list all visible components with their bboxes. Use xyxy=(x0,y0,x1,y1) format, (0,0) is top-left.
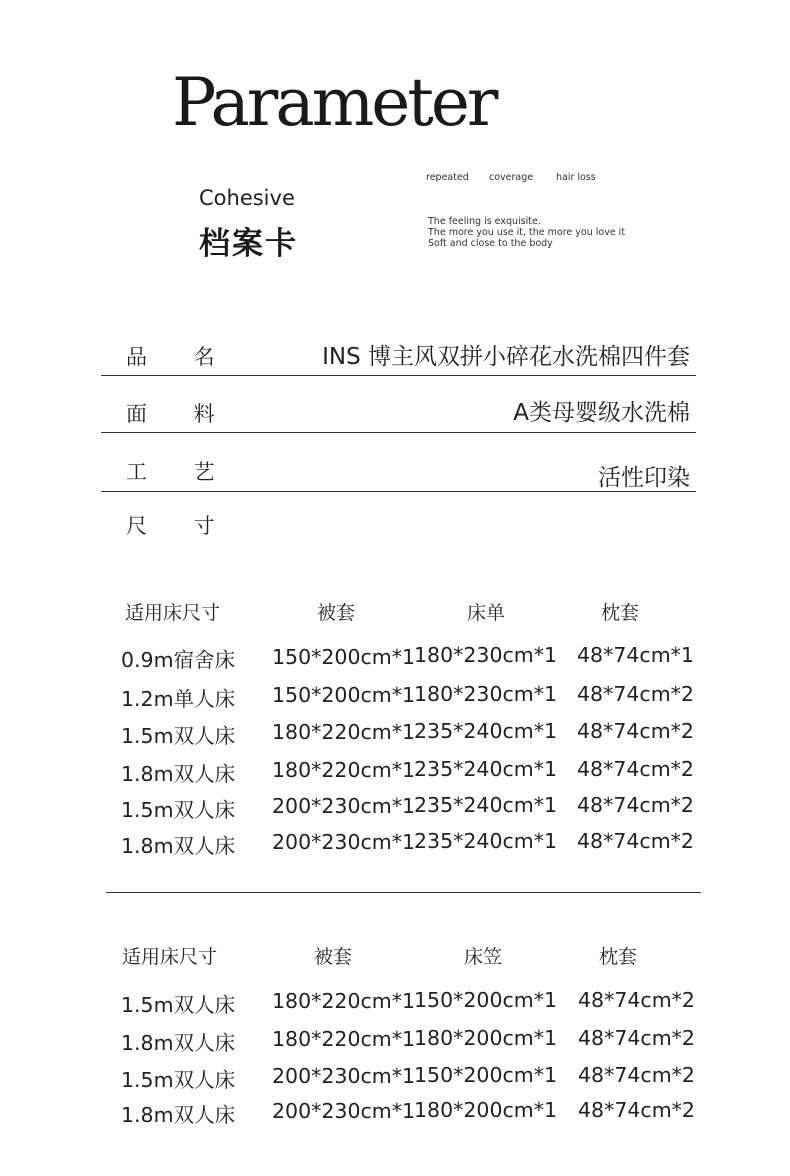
table-cell: 150*200cm*1 xyxy=(414,988,558,1012)
divider xyxy=(106,892,701,893)
table-cell: 48*74cm*2 xyxy=(578,1063,695,1087)
table-cell: 180*220cm*1 xyxy=(272,1027,416,1051)
tag-coverage: coverage xyxy=(489,172,534,183)
table-cell: 180*230cm*1 xyxy=(414,682,558,706)
table-cell: 0.9m宿舍床 xyxy=(121,648,236,672)
table-cell: 200*230cm*1 xyxy=(272,1064,416,1088)
divider xyxy=(101,491,696,492)
divider xyxy=(101,375,696,376)
table-header: 适用床尺寸 xyxy=(125,602,221,624)
table-cell: 48*74cm*2 xyxy=(578,1098,695,1122)
table-cell: 48*74cm*2 xyxy=(577,793,694,817)
param-label-fabric: 面 料 xyxy=(126,402,235,426)
table-cell: 235*240cm*1 xyxy=(414,757,558,781)
param-label-size: 尺 寸 xyxy=(126,514,235,538)
table-cell: 48*74cm*2 xyxy=(577,719,694,743)
table-cell: 235*240cm*1 xyxy=(414,829,558,853)
table-header: 床单 xyxy=(467,602,506,624)
description-line: The feeling is exquisite. xyxy=(428,216,541,227)
table-cell: 235*240cm*1 xyxy=(414,793,558,817)
table-cell: 235*240cm*1 xyxy=(414,719,558,743)
table-cell: 1.8m双人床 xyxy=(121,834,236,858)
param-value-fabric: A类母婴级水洗棉 xyxy=(513,400,690,426)
table-cell: 180*220cm*1 xyxy=(272,758,416,782)
table-header: 适用床尺寸 xyxy=(122,946,218,968)
table-cell: 1.5m双人床 xyxy=(121,993,236,1017)
table-cell: 48*74cm*2 xyxy=(577,829,694,853)
table-cell: 48*74cm*2 xyxy=(578,1026,695,1050)
table-cell: 1.5m双人床 xyxy=(121,724,236,748)
subtitle-cn: 档案卡 xyxy=(199,226,298,262)
page-title: Parameter xyxy=(172,64,496,141)
table-cell: 1.8m双人床 xyxy=(121,1031,236,1055)
description xyxy=(428,216,625,249)
table-cell: 180*200cm*1 xyxy=(414,1098,558,1122)
tag-repeated: repeated xyxy=(426,172,469,183)
table-cell: 48*74cm*2 xyxy=(578,988,695,1012)
param-label-craft: 工 艺 xyxy=(126,460,235,484)
table-cell: 1.5m双人床 xyxy=(121,1068,236,1092)
table-cell: 180*220cm*1 xyxy=(272,720,416,744)
table-cell: 1.2m单人床 xyxy=(121,687,236,711)
table-cell: 48*74cm*2 xyxy=(577,757,694,781)
description-line: Soft and close to the body xyxy=(428,238,553,249)
table-cell: 1.8m双人床 xyxy=(121,1103,236,1127)
tag-hair-loss: hair loss xyxy=(556,172,596,183)
table-cell: 150*200cm*1 xyxy=(272,645,416,669)
table-cell: 150*200cm*1 xyxy=(414,1063,558,1087)
table-cell: 200*230cm*1 xyxy=(272,830,416,854)
table-cell: 180*230cm*1 xyxy=(414,643,558,667)
table-header: 被套 xyxy=(314,946,353,968)
table-cell: 48*74cm*2 xyxy=(577,682,694,706)
subtitle-en: Cohesive xyxy=(199,186,295,210)
table-header: 枕套 xyxy=(601,602,640,624)
param-value-craft: 活性印染 xyxy=(598,465,690,491)
param-label-name: 品 名 xyxy=(126,345,235,369)
divider xyxy=(101,432,696,433)
table-cell: 150*200cm*1 xyxy=(272,683,416,707)
table-cell: 200*230cm*1 xyxy=(272,794,416,818)
table-cell: 1.8m双人床 xyxy=(121,762,236,786)
param-value-name: INS 博主风双拼小碎花水洗棉四件套 xyxy=(322,344,690,370)
table-cell: 48*74cm*1 xyxy=(577,643,694,667)
description-line: The more you use it, the more you love it xyxy=(428,227,626,238)
table-header: 枕套 xyxy=(599,946,638,968)
table-header: 床笠 xyxy=(464,946,503,968)
table-cell: 180*220cm*1 xyxy=(272,989,416,1013)
table-header: 被套 xyxy=(317,602,356,624)
table-cell: 200*230cm*1 xyxy=(272,1099,416,1123)
table-cell: 1.5m双人床 xyxy=(121,798,236,822)
table-cell: 180*200cm*1 xyxy=(414,1026,558,1050)
